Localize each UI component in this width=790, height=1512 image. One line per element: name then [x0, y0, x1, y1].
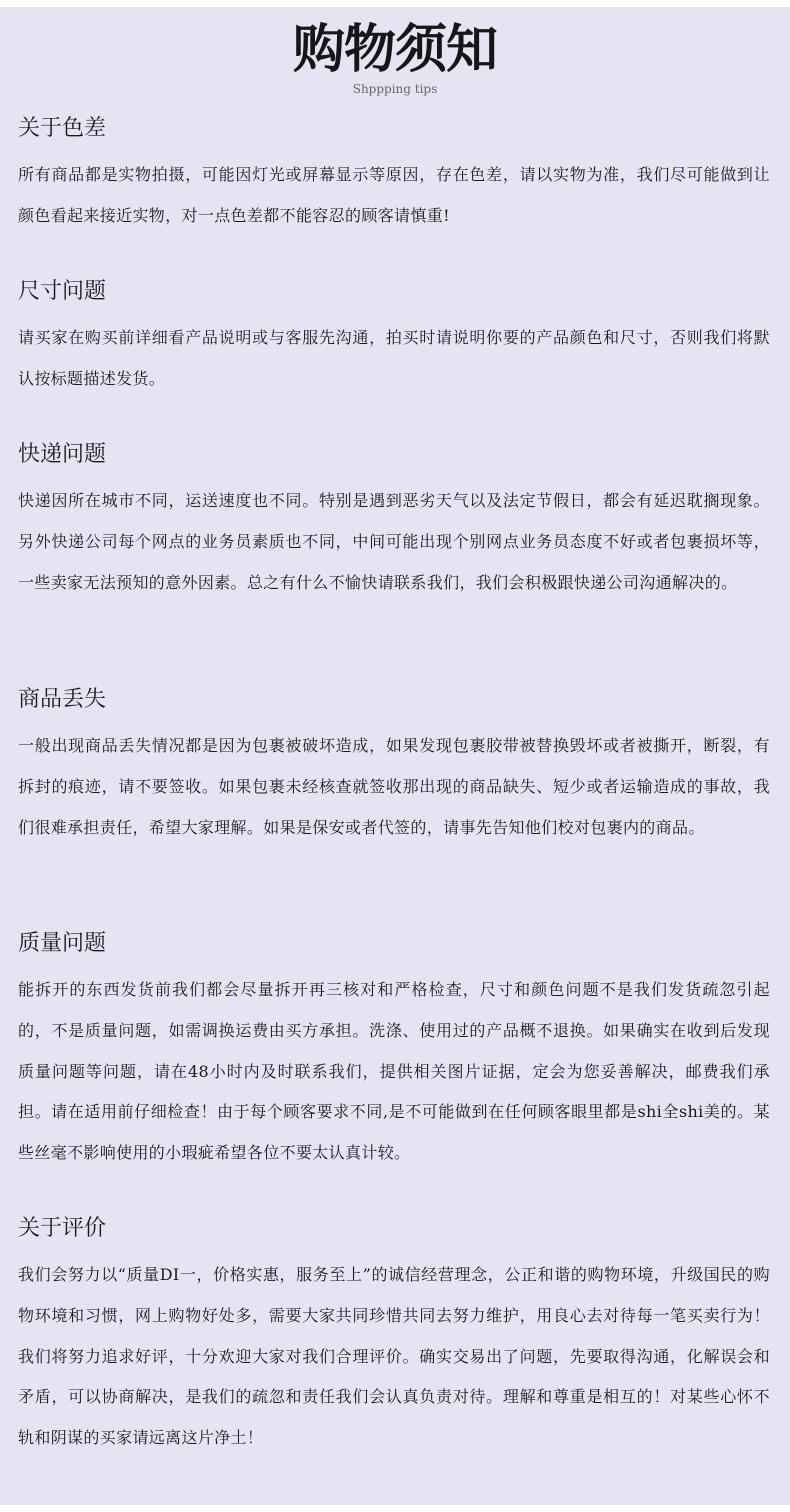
section-reviews — [18, 1215, 770, 1459]
section-lost-goods — [18, 686, 770, 848]
section-size-issues — [18, 278, 770, 400]
section-quality-issues — [18, 930, 770, 1174]
section-body: 我们会努力以“质量DI一，价格实惠，服务至上”的诚信经营理念，公正和谐的购物环境，升级国民的购物环境和习惯，网上购物好处多，需要大家共同珍惜共同去努力维护，用良心去对待每一笔买卖行为！我们将努力追求好评，十分欢迎大家对我们合理评价。确实交易出了问题，先要取得沟通，化解误会和矛盾，可以协商解决，是我们的疏忽和责任我们会认真负责对待。理解和尊重是相互的！对某些心怀不轨和阴谋的买家请远离这片净土！ — [18, 1265, 770, 1448]
section-heading: 尺寸问题 — [18, 279, 107, 304]
section-body: 能拆开的东西发货前我们都会尽量拆开再三核对和严格检查，尺寸和颜色问题不是我们发货疏忽引起的，不是质量问题，如需调换运费由买方承担。洗涤、使用过的产品概不退换。如果确实在收到后发现质量问题等问题，请在48小时内及时联系我们，提供相关图片证据，定会为您妥善解决，邮费我们承担。请在适用前仔细检查！由于每个顾客要求不同,是不可能做到在任何顾客眼里都是shi全shi美的。某些丝毫不影响使用的小瑕疵希望各位不要太认真计较。 — [18, 980, 770, 1163]
section-body: 请买家在购买前详细看产品说明或与客服先沟通，拍买时请说明你要的产品颜色和尺寸，否则我们将默认按标题描述发货。 — [18, 328, 770, 388]
section-body: 快递因所在城市不同，运送速度也不同。特别是遇到恶劣天气以及法定节假日，都会有延迟耽搁现象。另外快递公司每个网点的业务员素质也不同，中间可能出现个别网点业务员态度不好或者包裹损坏等，一些卖家无法预知的意外因素。总之有什么不愉快请联系我们，我们会积极跟快递公司沟通解决的。 — [18, 491, 770, 592]
section-heading: 快递问题 — [18, 442, 107, 467]
section-delivery-issues — [18, 441, 770, 603]
section-heading: 商品丢失 — [18, 687, 107, 712]
section-color-difference — [18, 115, 770, 237]
section-body: 一般出现商品丢失情况都是因为包裹被破坏造成，如果发现包裹胶带被替换毁坏或者被撕开，断裂，有拆封的痕迹，请不要签收。如果包裹未经核查就签收那出现的商品缺失、短少或者运输造成的事故，我们很难承担责任，希望大家理解。如果是保安或者代签的，请事先告知他们校对包裹内的商品。 — [18, 736, 770, 837]
section-heading: 关于评价 — [18, 1216, 107, 1241]
section-heading: 关于色差 — [18, 116, 107, 141]
page-subtitle: Shppping tips — [352, 82, 438, 96]
section-body: 所有商品都是实物拍摄，可能因灯光或屏幕显示等原因，存在色差，请以实物为准，我们尽可能做到让颜色看起来接近实物，对一点色差都不能容忍的顾客请慎重! — [18, 165, 770, 225]
shopping-tips-page — [0, 7, 790, 1505]
page-title: 购物须知 — [292, 19, 497, 80]
section-heading: 质量问题 — [18, 931, 107, 956]
